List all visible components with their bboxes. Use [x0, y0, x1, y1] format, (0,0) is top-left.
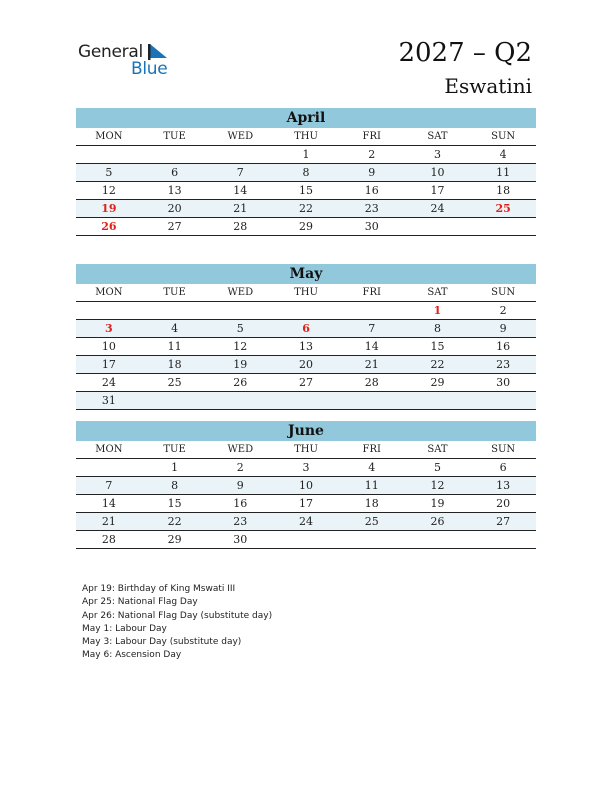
day-cell: 29 [430, 376, 445, 389]
holiday-notes [82, 583, 272, 663]
day-cell: 17 [299, 497, 314, 510]
day-cell: 16 [233, 497, 248, 510]
month-calendar-may [76, 264, 536, 410]
day-cell: 21 [364, 358, 379, 371]
day-cell: 28 [364, 376, 379, 389]
day-cell: 30 [496, 376, 511, 389]
weekday-label: TUE [163, 287, 186, 298]
logo-word-general: General [78, 42, 143, 62]
day-cell: 26 [233, 376, 248, 389]
month-calendar-april [76, 108, 536, 236]
week-row [76, 392, 536, 410]
day-cell: 27 [496, 515, 511, 528]
day-cell [339, 392, 405, 409]
day-cell: 6 [499, 461, 507, 474]
weekday-label: MON [95, 444, 123, 455]
holiday-day-cell: 19 [101, 202, 117, 215]
day-cell [142, 146, 208, 163]
day-cell: 15 [430, 340, 445, 353]
day-cell: 4 [171, 322, 179, 335]
holiday-note: Apr 26: National Flag Day (substitute day) [82, 610, 273, 621]
day-cell: 8 [302, 166, 310, 179]
quarter-title: 2027 – Q2 [398, 38, 532, 68]
week-row [76, 477, 536, 495]
day-cell [76, 302, 142, 319]
day-cell: 19 [233, 358, 248, 371]
day-cell [207, 146, 273, 163]
weekday-label: MON [95, 131, 123, 142]
week-row [76, 459, 536, 477]
day-cell [76, 459, 142, 476]
holiday-note: May 6: Ascension Day [82, 650, 182, 661]
day-cell: 12 [430, 479, 445, 492]
week-row [76, 200, 536, 218]
week-row [76, 513, 536, 531]
day-cell: 11 [364, 479, 379, 492]
day-cell: 23 [496, 358, 511, 371]
day-cell: 14 [101, 497, 116, 510]
weekday-header-row [76, 284, 536, 302]
day-cell: 11 [496, 166, 511, 179]
day-cell [405, 392, 471, 409]
day-cell: 29 [299, 220, 314, 233]
day-cell: 20 [496, 497, 511, 510]
day-cell: 17 [101, 358, 116, 371]
month-header: June [76, 421, 536, 441]
flag-icon [148, 44, 168, 60]
day-cell: 11 [167, 340, 182, 353]
weekday-label: FRI [362, 131, 381, 142]
day-cell: 30 [233, 533, 248, 546]
day-cell: 7 [368, 322, 376, 335]
day-cell: 13 [167, 184, 182, 197]
week-row [76, 182, 536, 200]
weekday-label: WED [227, 131, 254, 142]
day-cell: 22 [167, 515, 182, 528]
day-cell: 1 [302, 148, 310, 161]
day-cell: 27 [299, 376, 314, 389]
day-cell: 31 [101, 394, 116, 407]
day-cell: 28 [101, 533, 116, 546]
day-cell: 10 [430, 166, 445, 179]
day-cell: 24 [101, 376, 116, 389]
day-cell: 7 [105, 479, 113, 492]
day-cell: 13 [299, 340, 314, 353]
holiday-day-cell: 1 [433, 304, 442, 317]
day-cell: 28 [233, 220, 248, 233]
weekday-label: SAT [427, 287, 448, 298]
day-cell: 12 [101, 184, 116, 197]
day-cell [273, 302, 339, 319]
weekday-label: FRI [362, 287, 381, 298]
day-cell: 9 [499, 322, 507, 335]
country-title: Eswatini [444, 74, 532, 98]
day-cell: 8 [433, 322, 441, 335]
weekday-label: TUE [163, 444, 186, 455]
day-cell [470, 392, 536, 409]
day-cell: 20 [167, 202, 182, 215]
month-calendar-june [76, 421, 536, 549]
day-cell: 5 [105, 166, 113, 179]
day-cell: 24 [430, 202, 445, 215]
day-cell: 15 [299, 184, 314, 197]
weekday-label: WED [227, 287, 254, 298]
holiday-note: Apr 25: National Flag Day [82, 597, 198, 608]
weekday-label: SAT [427, 131, 448, 142]
weekday-label: THU [294, 287, 318, 298]
generalblue-logo [78, 40, 178, 80]
day-cell: 18 [364, 497, 379, 510]
day-cell: 16 [496, 340, 511, 353]
week-row [76, 356, 536, 374]
day-cell: 16 [364, 184, 379, 197]
week-row [76, 164, 536, 182]
weeks-grid [76, 302, 536, 410]
day-cell: 19 [430, 497, 445, 510]
weekday-label: SUN [491, 131, 516, 142]
weeks-grid [76, 146, 536, 236]
week-row [76, 320, 536, 338]
holiday-day-cell: 6 [302, 322, 310, 335]
day-cell: 14 [233, 184, 248, 197]
weekday-label: SAT [427, 444, 448, 455]
month-header: May [76, 264, 536, 284]
week-row [76, 146, 536, 164]
day-cell: 22 [299, 202, 314, 215]
day-cell: 25 [364, 515, 379, 528]
day-cell: 20 [299, 358, 314, 371]
logo-word-blue: Blue [131, 59, 168, 79]
week-row [76, 302, 536, 320]
day-cell: 24 [299, 515, 314, 528]
day-cell: 21 [233, 202, 248, 215]
week-row [76, 374, 536, 392]
weekday-label: MON [95, 287, 123, 298]
holiday-day-cell: 3 [105, 322, 113, 335]
day-cell: 25 [167, 376, 182, 389]
weekday-header-row [76, 128, 536, 146]
day-cell: 5 [433, 461, 441, 474]
day-cell: 2 [368, 148, 376, 161]
holiday-note: May 3: Labour Day (substitute day) [82, 637, 242, 648]
day-cell: 3 [302, 461, 310, 474]
day-cell [405, 218, 471, 235]
day-cell [470, 218, 536, 235]
day-cell [142, 302, 208, 319]
weekday-label: THU [294, 131, 318, 142]
day-cell [470, 531, 536, 548]
day-cell [339, 531, 405, 548]
week-row [76, 495, 536, 513]
day-cell: 4 [499, 148, 507, 161]
day-cell: 10 [299, 479, 314, 492]
day-cell [142, 392, 208, 409]
day-cell: 7 [236, 166, 244, 179]
day-cell: 10 [101, 340, 116, 353]
day-cell: 2 [236, 461, 244, 474]
day-cell: 3 [433, 148, 441, 161]
day-cell [207, 302, 273, 319]
day-cell [207, 392, 273, 409]
day-cell: 17 [430, 184, 445, 197]
day-cell: 18 [167, 358, 182, 371]
week-row [76, 531, 536, 549]
week-row [76, 218, 536, 236]
weekday-label: WED [227, 444, 254, 455]
day-cell: 13 [496, 479, 511, 492]
weekday-label: THU [294, 444, 318, 455]
day-cell: 15 [167, 497, 182, 510]
day-cell: 4 [368, 461, 376, 474]
day-cell: 5 [236, 322, 244, 335]
weekday-header-row [76, 441, 536, 459]
day-cell [405, 531, 471, 548]
day-cell: 2 [499, 304, 507, 317]
weekday-label: TUE [163, 131, 186, 142]
day-cell: 23 [233, 515, 248, 528]
day-cell: 23 [364, 202, 379, 215]
day-cell [273, 531, 339, 548]
day-cell: 9 [368, 166, 376, 179]
day-cell: 29 [167, 533, 182, 546]
holiday-note: May 1: Labour Day [82, 623, 167, 634]
weekday-label: SUN [491, 287, 516, 298]
holiday-day-cell: 25 [495, 202, 511, 215]
day-cell: 6 [171, 166, 179, 179]
day-cell: 12 [233, 340, 248, 353]
holiday-note: Apr 19: Birthday of King Mswati III [82, 584, 236, 594]
weekday-label: SUN [491, 444, 516, 455]
day-cell: 26 [430, 515, 445, 528]
holiday-day-cell: 26 [101, 220, 117, 233]
day-cell: 22 [430, 358, 445, 371]
day-cell [76, 146, 142, 163]
day-cell: 14 [364, 340, 379, 353]
weeks-grid [76, 459, 536, 549]
day-cell: 27 [167, 220, 182, 233]
week-row [76, 338, 536, 356]
day-cell [273, 392, 339, 409]
day-cell: 9 [236, 479, 244, 492]
weekday-label: FRI [362, 444, 381, 455]
day-cell [339, 302, 405, 319]
day-cell: 1 [171, 461, 179, 474]
day-cell: 21 [101, 515, 116, 528]
day-cell: 18 [496, 184, 511, 197]
day-cell: 8 [171, 479, 179, 492]
month-header: April [76, 108, 536, 128]
day-cell: 30 [364, 220, 379, 233]
